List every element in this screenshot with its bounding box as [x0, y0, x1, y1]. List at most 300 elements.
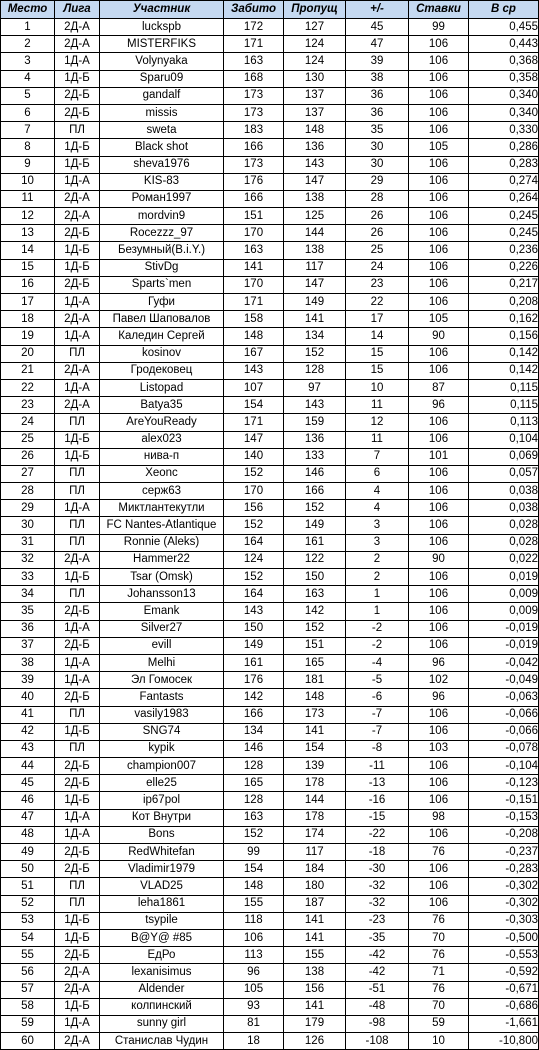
scored-cell: 150	[224, 620, 284, 637]
league-cell: 2Д-Б	[55, 104, 100, 121]
league-cell: 1Д-Б	[55, 569, 100, 586]
conceded-cell: 138	[284, 190, 346, 207]
place-cell: 45	[1, 775, 55, 792]
table-row	[1, 861, 539, 878]
diff-cell: 15	[346, 362, 409, 379]
place-cell: 38	[1, 654, 55, 671]
diff-cell: -35	[346, 929, 409, 946]
place-cell: 33	[1, 569, 55, 586]
table-row	[1, 689, 539, 706]
diff-cell: -51	[346, 981, 409, 998]
league-cell: 2Д-А	[55, 1033, 100, 1050]
place-cell: 19	[1, 328, 55, 345]
bets-cell: 96	[409, 654, 469, 671]
diff-cell: 23	[346, 276, 409, 293]
conceded-cell: 149	[284, 517, 346, 534]
scored-cell: 124	[224, 551, 284, 568]
bets-cell: 103	[409, 740, 469, 757]
diff-cell: 26	[346, 208, 409, 225]
diff-cell: 47	[346, 36, 409, 53]
average-cell: -0,104	[469, 758, 539, 775]
place-cell: 18	[1, 311, 55, 328]
average-cell: 0,330	[469, 122, 539, 139]
bets-cell: 105	[409, 139, 469, 156]
average-cell: 0,340	[469, 104, 539, 121]
scored-cell: 18	[224, 1033, 284, 1050]
conceded-cell: 147	[284, 276, 346, 293]
scored-cell: 81	[224, 1015, 284, 1032]
scored-cell: 170	[224, 483, 284, 500]
table-row	[1, 397, 539, 414]
bets-cell: 96	[409, 689, 469, 706]
scored-cell: 168	[224, 70, 284, 87]
diff-cell: -2	[346, 637, 409, 654]
diff-cell: 10	[346, 379, 409, 396]
participant-cell: Batya35	[100, 397, 224, 414]
scored-cell: 96	[224, 964, 284, 981]
scored-cell: 128	[224, 758, 284, 775]
bets-cell: 70	[409, 929, 469, 946]
diff-cell: -2	[346, 620, 409, 637]
table-row	[1, 723, 539, 740]
average-cell: 0,217	[469, 276, 539, 293]
participant-cell: mordvin9	[100, 208, 224, 225]
conceded-cell: 174	[284, 826, 346, 843]
bets-cell: 106	[409, 826, 469, 843]
place-cell: 2	[1, 36, 55, 53]
average-cell: -0,063	[469, 689, 539, 706]
participant-cell: Павел Шаповалов	[100, 311, 224, 328]
league-cell: 1Д-А	[55, 500, 100, 517]
table-row	[1, 603, 539, 620]
league-cell: 1Д-А	[55, 173, 100, 190]
conceded-cell: 187	[284, 895, 346, 912]
diff-cell: 12	[346, 414, 409, 431]
table-row	[1, 947, 539, 964]
table-row	[1, 70, 539, 87]
conceded-cell: 124	[284, 36, 346, 53]
league-cell: 2Д-А	[55, 551, 100, 568]
average-cell: 0,057	[469, 465, 539, 482]
participant-cell: FC Nantes-Atlantique	[100, 517, 224, 534]
bets-cell: 105	[409, 311, 469, 328]
league-cell: 1Д-А	[55, 1015, 100, 1032]
average-cell: -0,078	[469, 740, 539, 757]
league-cell: ПЛ	[55, 414, 100, 431]
conceded-cell: 181	[284, 672, 346, 689]
place-cell: 14	[1, 242, 55, 259]
bets-cell: 106	[409, 637, 469, 654]
table-row	[1, 654, 539, 671]
scored-cell: 172	[224, 19, 284, 36]
league-cell: 2Д-А	[55, 362, 100, 379]
conceded-cell: 124	[284, 53, 346, 70]
table-row	[1, 53, 539, 70]
table-row	[1, 431, 539, 448]
participant-cell: Hammer22	[100, 551, 224, 568]
place-cell: 40	[1, 689, 55, 706]
diff-cell: -7	[346, 706, 409, 723]
average-cell: -0,686	[469, 998, 539, 1015]
conceded-cell: 117	[284, 259, 346, 276]
bets-cell: 106	[409, 414, 469, 431]
conceded-cell: 141	[284, 311, 346, 328]
league-cell: 2Д-А	[55, 208, 100, 225]
place-cell: 16	[1, 276, 55, 293]
table-row	[1, 500, 539, 517]
conceded-cell: 141	[284, 723, 346, 740]
bets-cell: 106	[409, 483, 469, 500]
bets-cell: 106	[409, 242, 469, 259]
participant-cell: tsypile	[100, 912, 224, 929]
place-cell: 8	[1, 139, 55, 156]
diff-cell: 1	[346, 603, 409, 620]
participant-cell: серж63	[100, 483, 224, 500]
conceded-cell: 179	[284, 1015, 346, 1032]
bets-cell: 106	[409, 36, 469, 53]
place-cell: 46	[1, 792, 55, 809]
scored-cell: 152	[224, 517, 284, 534]
participant-cell: VLAD25	[100, 878, 224, 895]
table-row	[1, 483, 539, 500]
participant-cell: Каледин Сергей	[100, 328, 224, 345]
table-row	[1, 225, 539, 242]
place-cell: 53	[1, 912, 55, 929]
place-cell: 52	[1, 895, 55, 912]
col-header-bets: Ставки	[409, 1, 469, 19]
average-cell: -0,303	[469, 912, 539, 929]
average-cell: -0,283	[469, 861, 539, 878]
place-cell: 4	[1, 70, 55, 87]
table-row	[1, 173, 539, 190]
diff-cell: 36	[346, 104, 409, 121]
scored-cell: 173	[224, 104, 284, 121]
participant-cell: Sparu09	[100, 70, 224, 87]
conceded-cell: 148	[284, 122, 346, 139]
col-header-league: Лига	[55, 1, 100, 19]
league-cell: 1Д-Б	[55, 70, 100, 87]
place-cell: 57	[1, 981, 55, 998]
bets-cell: 90	[409, 551, 469, 568]
place-cell: 31	[1, 534, 55, 551]
place-cell: 49	[1, 844, 55, 861]
conceded-cell: 137	[284, 87, 346, 104]
conceded-cell: 165	[284, 654, 346, 671]
diff-cell: -42	[346, 964, 409, 981]
scored-cell: 106	[224, 929, 284, 946]
diff-cell: -30	[346, 861, 409, 878]
bets-cell: 106	[409, 276, 469, 293]
scored-cell: 134	[224, 723, 284, 740]
place-cell: 50	[1, 861, 55, 878]
diff-cell: -11	[346, 758, 409, 775]
diff-cell: -7	[346, 723, 409, 740]
scored-cell: 118	[224, 912, 284, 929]
table-row	[1, 878, 539, 895]
league-cell: 2Д-А	[55, 311, 100, 328]
participant-cell: Melhi	[100, 654, 224, 671]
scored-cell: 163	[224, 242, 284, 259]
league-cell: 1Д-А	[55, 826, 100, 843]
bets-cell: 106	[409, 775, 469, 792]
scored-cell: 143	[224, 362, 284, 379]
league-cell: ПЛ	[55, 345, 100, 362]
average-cell: 0,038	[469, 500, 539, 517]
diff-cell: -22	[346, 826, 409, 843]
bets-cell: 106	[409, 87, 469, 104]
diff-cell: 1	[346, 586, 409, 603]
table-row	[1, 706, 539, 723]
average-cell: 0,156	[469, 328, 539, 345]
col-header-average: В ср	[469, 1, 539, 19]
league-cell: 2Д-Б	[55, 276, 100, 293]
average-cell: 0,283	[469, 156, 539, 173]
place-cell: 30	[1, 517, 55, 534]
scored-cell: 164	[224, 586, 284, 603]
average-cell: 0,104	[469, 431, 539, 448]
diff-cell: 11	[346, 431, 409, 448]
scored-cell: 161	[224, 654, 284, 671]
league-cell: 2Д-Б	[55, 87, 100, 104]
participant-cell: Ronnie (Aleks)	[100, 534, 224, 551]
conceded-cell: 97	[284, 379, 346, 396]
diff-cell: 11	[346, 397, 409, 414]
average-cell: 0,028	[469, 517, 539, 534]
bets-cell: 106	[409, 225, 469, 242]
place-cell: 42	[1, 723, 55, 740]
table-row	[1, 637, 539, 654]
scored-cell: 171	[224, 294, 284, 311]
diff-cell: -4	[346, 654, 409, 671]
diff-cell: -108	[346, 1033, 409, 1050]
bets-cell: 71	[409, 964, 469, 981]
table-row	[1, 826, 539, 843]
conceded-cell: 141	[284, 998, 346, 1015]
bets-cell: 90	[409, 328, 469, 345]
average-cell: 0,022	[469, 551, 539, 568]
participant-cell: Silver27	[100, 620, 224, 637]
participant-cell: Rocezzz_97	[100, 225, 224, 242]
scored-cell: 148	[224, 878, 284, 895]
bets-cell: 76	[409, 981, 469, 998]
bets-cell: 106	[409, 259, 469, 276]
average-cell: -0,049	[469, 672, 539, 689]
bets-cell: 106	[409, 208, 469, 225]
bets-cell: 106	[409, 723, 469, 740]
place-cell: 59	[1, 1015, 55, 1032]
place-cell: 35	[1, 603, 55, 620]
table-body	[1, 19, 539, 1050]
table-row	[1, 1033, 539, 1050]
participant-cell: Bons	[100, 826, 224, 843]
place-cell: 23	[1, 397, 55, 414]
place-cell: 1	[1, 19, 55, 36]
diff-cell: 17	[346, 311, 409, 328]
place-cell: 5	[1, 87, 55, 104]
table-row	[1, 36, 539, 53]
scored-cell: 158	[224, 311, 284, 328]
league-cell: ПЛ	[55, 706, 100, 723]
average-cell: -0,066	[469, 723, 539, 740]
table-row	[1, 311, 539, 328]
diff-cell: -42	[346, 947, 409, 964]
league-cell: ПЛ	[55, 517, 100, 534]
average-cell: 0,455	[469, 19, 539, 36]
participant-cell: StivDg	[100, 259, 224, 276]
conceded-cell: 163	[284, 586, 346, 603]
bets-cell: 106	[409, 534, 469, 551]
scored-cell: 164	[224, 534, 284, 551]
bets-cell: 106	[409, 620, 469, 637]
participant-cell: Listopad	[100, 379, 224, 396]
average-cell: -0,237	[469, 844, 539, 861]
participant-cell: Кот Внутри	[100, 809, 224, 826]
league-cell: 2Д-Б	[55, 947, 100, 964]
average-cell: 0,208	[469, 294, 539, 311]
league-cell: 2Д-А	[55, 190, 100, 207]
conceded-cell: 146	[284, 465, 346, 482]
participant-cell: Роман1997	[100, 190, 224, 207]
bets-cell: 106	[409, 431, 469, 448]
bets-cell: 106	[409, 758, 469, 775]
scored-cell: 170	[224, 276, 284, 293]
participant-cell: Xeonc	[100, 465, 224, 482]
league-cell: ПЛ	[55, 534, 100, 551]
col-header-diff: +/-	[346, 1, 409, 19]
participant-cell: колпинский	[100, 998, 224, 1015]
participant-cell: evill	[100, 637, 224, 654]
conceded-cell: 122	[284, 551, 346, 568]
diff-cell: 38	[346, 70, 409, 87]
participant-cell: Fantasts	[100, 689, 224, 706]
average-cell: -0,019	[469, 620, 539, 637]
scored-cell: 167	[224, 345, 284, 362]
average-cell: 0,443	[469, 36, 539, 53]
conceded-cell: 138	[284, 964, 346, 981]
place-cell: 27	[1, 465, 55, 482]
diff-cell: 29	[346, 173, 409, 190]
conceded-cell: 184	[284, 861, 346, 878]
scored-cell: 154	[224, 861, 284, 878]
bets-cell: 76	[409, 844, 469, 861]
bets-cell: 59	[409, 1015, 469, 1032]
table-row	[1, 844, 539, 861]
bets-cell: 106	[409, 345, 469, 362]
league-cell: 1Д-А	[55, 654, 100, 671]
average-cell: 0,038	[469, 483, 539, 500]
scored-cell: 93	[224, 998, 284, 1015]
table-row	[1, 1015, 539, 1032]
diff-cell: 4	[346, 500, 409, 517]
bets-cell: 101	[409, 448, 469, 465]
league-cell: 1Д-Б	[55, 259, 100, 276]
diff-cell: 15	[346, 345, 409, 362]
participant-cell: Tsar (Omsk)	[100, 569, 224, 586]
conceded-cell: 154	[284, 740, 346, 757]
league-cell: ПЛ	[55, 895, 100, 912]
scored-cell: 151	[224, 208, 284, 225]
conceded-cell: 178	[284, 809, 346, 826]
conceded-cell: 173	[284, 706, 346, 723]
scored-cell: 166	[224, 190, 284, 207]
participant-cell: sunny girl	[100, 1015, 224, 1032]
average-cell: 0,236	[469, 242, 539, 259]
league-cell: 1Д-Б	[55, 792, 100, 809]
participant-cell: leha1861	[100, 895, 224, 912]
table-row	[1, 809, 539, 826]
diff-cell: -23	[346, 912, 409, 929]
bets-cell: 102	[409, 672, 469, 689]
league-cell: 2Д-А	[55, 19, 100, 36]
participant-cell: Vladimir1979	[100, 861, 224, 878]
table-row	[1, 104, 539, 121]
conceded-cell: 130	[284, 70, 346, 87]
scored-cell: 142	[224, 689, 284, 706]
table-row	[1, 775, 539, 792]
league-cell: 1Д-Б	[55, 723, 100, 740]
conceded-cell: 152	[284, 345, 346, 362]
participant-cell: Эл Гомосек	[100, 672, 224, 689]
table-row	[1, 792, 539, 809]
table-row	[1, 929, 539, 946]
diff-cell: 36	[346, 87, 409, 104]
place-cell: 48	[1, 826, 55, 843]
league-cell: ПЛ	[55, 878, 100, 895]
participant-cell: Sparts`men	[100, 276, 224, 293]
conceded-cell: 136	[284, 139, 346, 156]
league-cell: 2Д-А	[55, 397, 100, 414]
bets-cell: 106	[409, 104, 469, 121]
table-row	[1, 964, 539, 981]
average-cell: -0,066	[469, 706, 539, 723]
scored-cell: 99	[224, 844, 284, 861]
diff-cell: 2	[346, 569, 409, 586]
diff-cell: 35	[346, 122, 409, 139]
bets-cell: 106	[409, 895, 469, 912]
diff-cell: 30	[346, 156, 409, 173]
place-cell: 36	[1, 620, 55, 637]
league-cell: ПЛ	[55, 586, 100, 603]
scored-cell: 163	[224, 809, 284, 826]
place-cell: 60	[1, 1033, 55, 1050]
diff-cell: -16	[346, 792, 409, 809]
participant-cell: Станислав Чудин	[100, 1033, 224, 1050]
league-cell: 1Д-Б	[55, 156, 100, 173]
bets-cell: 106	[409, 517, 469, 534]
place-cell: 39	[1, 672, 55, 689]
diff-cell: -32	[346, 878, 409, 895]
bets-cell: 106	[409, 173, 469, 190]
participant-cell: elle25	[100, 775, 224, 792]
place-cell: 21	[1, 362, 55, 379]
average-cell: -0,042	[469, 654, 539, 671]
scored-cell: 155	[224, 895, 284, 912]
average-cell: 0,142	[469, 345, 539, 362]
average-cell: -0,302	[469, 878, 539, 895]
diff-cell: 45	[346, 19, 409, 36]
place-cell: 3	[1, 53, 55, 70]
league-cell: 1Д-А	[55, 328, 100, 345]
average-cell: 0,286	[469, 139, 539, 156]
header-row	[1, 1, 539, 19]
diff-cell: -98	[346, 1015, 409, 1032]
place-cell: 26	[1, 448, 55, 465]
participant-cell: sweta	[100, 122, 224, 139]
participant-cell: champion007	[100, 758, 224, 775]
scored-cell: 147	[224, 431, 284, 448]
participant-cell: sheva1976	[100, 156, 224, 173]
col-header-place: Место	[1, 1, 55, 19]
